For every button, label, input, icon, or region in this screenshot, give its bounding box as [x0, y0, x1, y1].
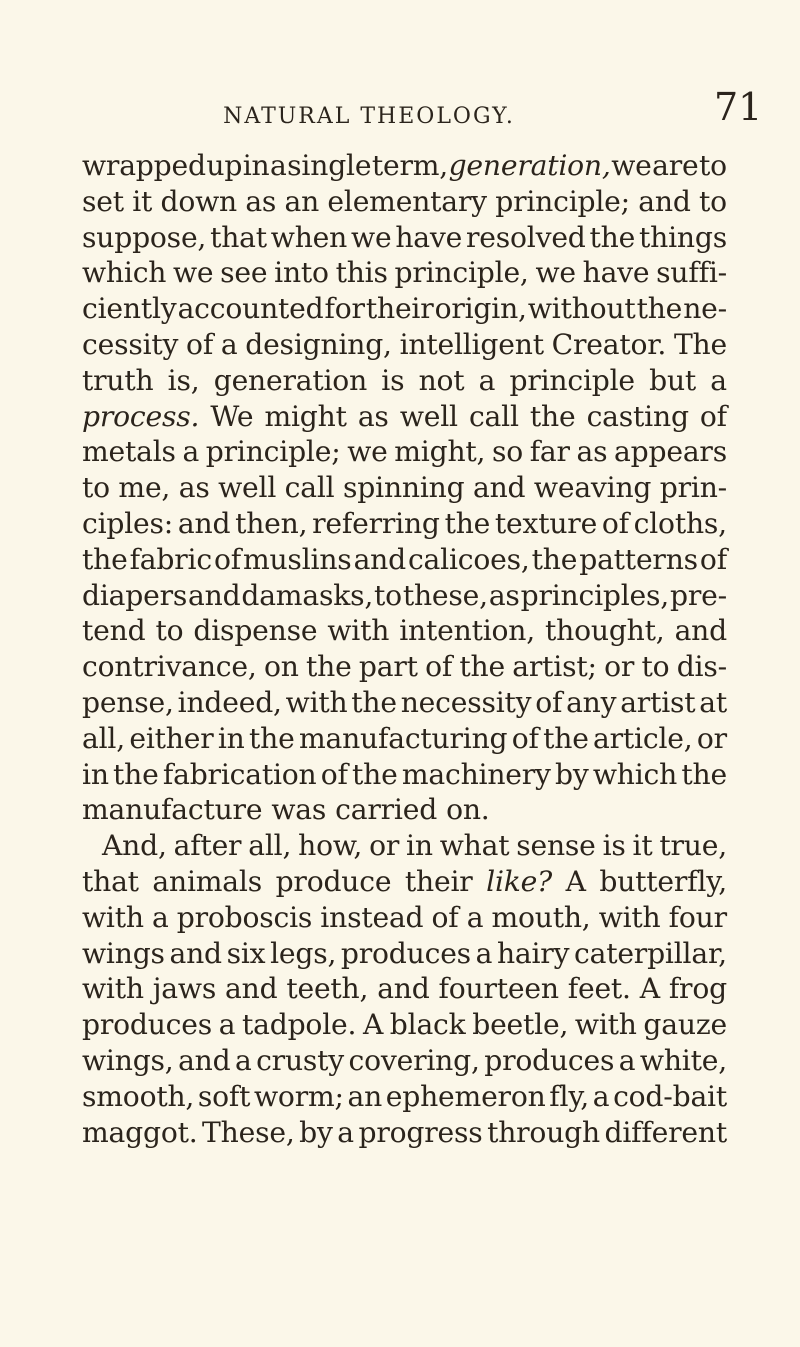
text-line: contrivance, on the part of the artist; or to dis- [82, 650, 727, 684]
text-line: that animals produce their like? A butterfly, [82, 864, 727, 898]
text-line: maggot. These, by a progress through different [82, 1115, 727, 1149]
text-line: wings, and a crusty covering, produces a white, [82, 1043, 727, 1077]
text-line: wrapped up in a single term, generation, we are to [82, 149, 727, 182]
paragraph [82, 148, 727, 828]
body-text [82, 148, 727, 1150]
text-line: the fabric of muslins and calicoes, the patterns of [82, 542, 727, 576]
text-line: wings and six legs, produces a hairy caterpillar, [82, 936, 727, 970]
text-line: ciently accounted for their origin, without the ne- [82, 292, 727, 326]
text-line: produces a tadpole. A black beetle, with gauze [82, 1008, 727, 1042]
text-line: to me, as well call spinning and weaving prin- [82, 471, 727, 505]
text-line: all, either in the manufacturing of the article, or [82, 721, 727, 755]
text-line: tend to dispense with intention, thought, and [82, 614, 727, 648]
text-line: And, after all, how, or in what sense is it true, [102, 829, 727, 863]
text-line: suppose, that when we have resolved the things [82, 220, 727, 254]
text-line: with jaws and teeth, and fourteen feet. A frog [82, 972, 727, 1006]
text-line: cessity of a designing, intelligent Creator. The [82, 327, 727, 361]
text-line: ciples: and then, referring the texture of cloths, [82, 506, 727, 540]
text-line: in the fabrication of the machinery by which the [82, 757, 727, 791]
running-title: NATURAL THEOLOGY. [223, 104, 515, 129]
text-line: diapers and damasks, to these, as principles, pre- [82, 578, 727, 612]
running-head [0, 85, 800, 138]
text-line: process. We might as well call the casting of [82, 399, 727, 433]
text-line: smooth, soft worm; an ephemeron fly, a cod-bait [82, 1079, 727, 1113]
text-line: metals a principle; we might, so far as appears [82, 435, 727, 469]
text-line: manufacture was carried on. [82, 793, 490, 827]
page-number: 71 [714, 85, 763, 129]
text-line: pense, indeed, with the necessity of any artist at [82, 685, 727, 719]
text-line: truth is, generation is not a principle but a [82, 363, 727, 397]
text-line: which we see into this principle, we have suffi- [82, 256, 727, 290]
text-line: set it down as an elementary principle; and to [82, 184, 727, 218]
paragraph [82, 828, 727, 1150]
text-line: with a proboscis instead of a mouth, with four [82, 900, 727, 934]
